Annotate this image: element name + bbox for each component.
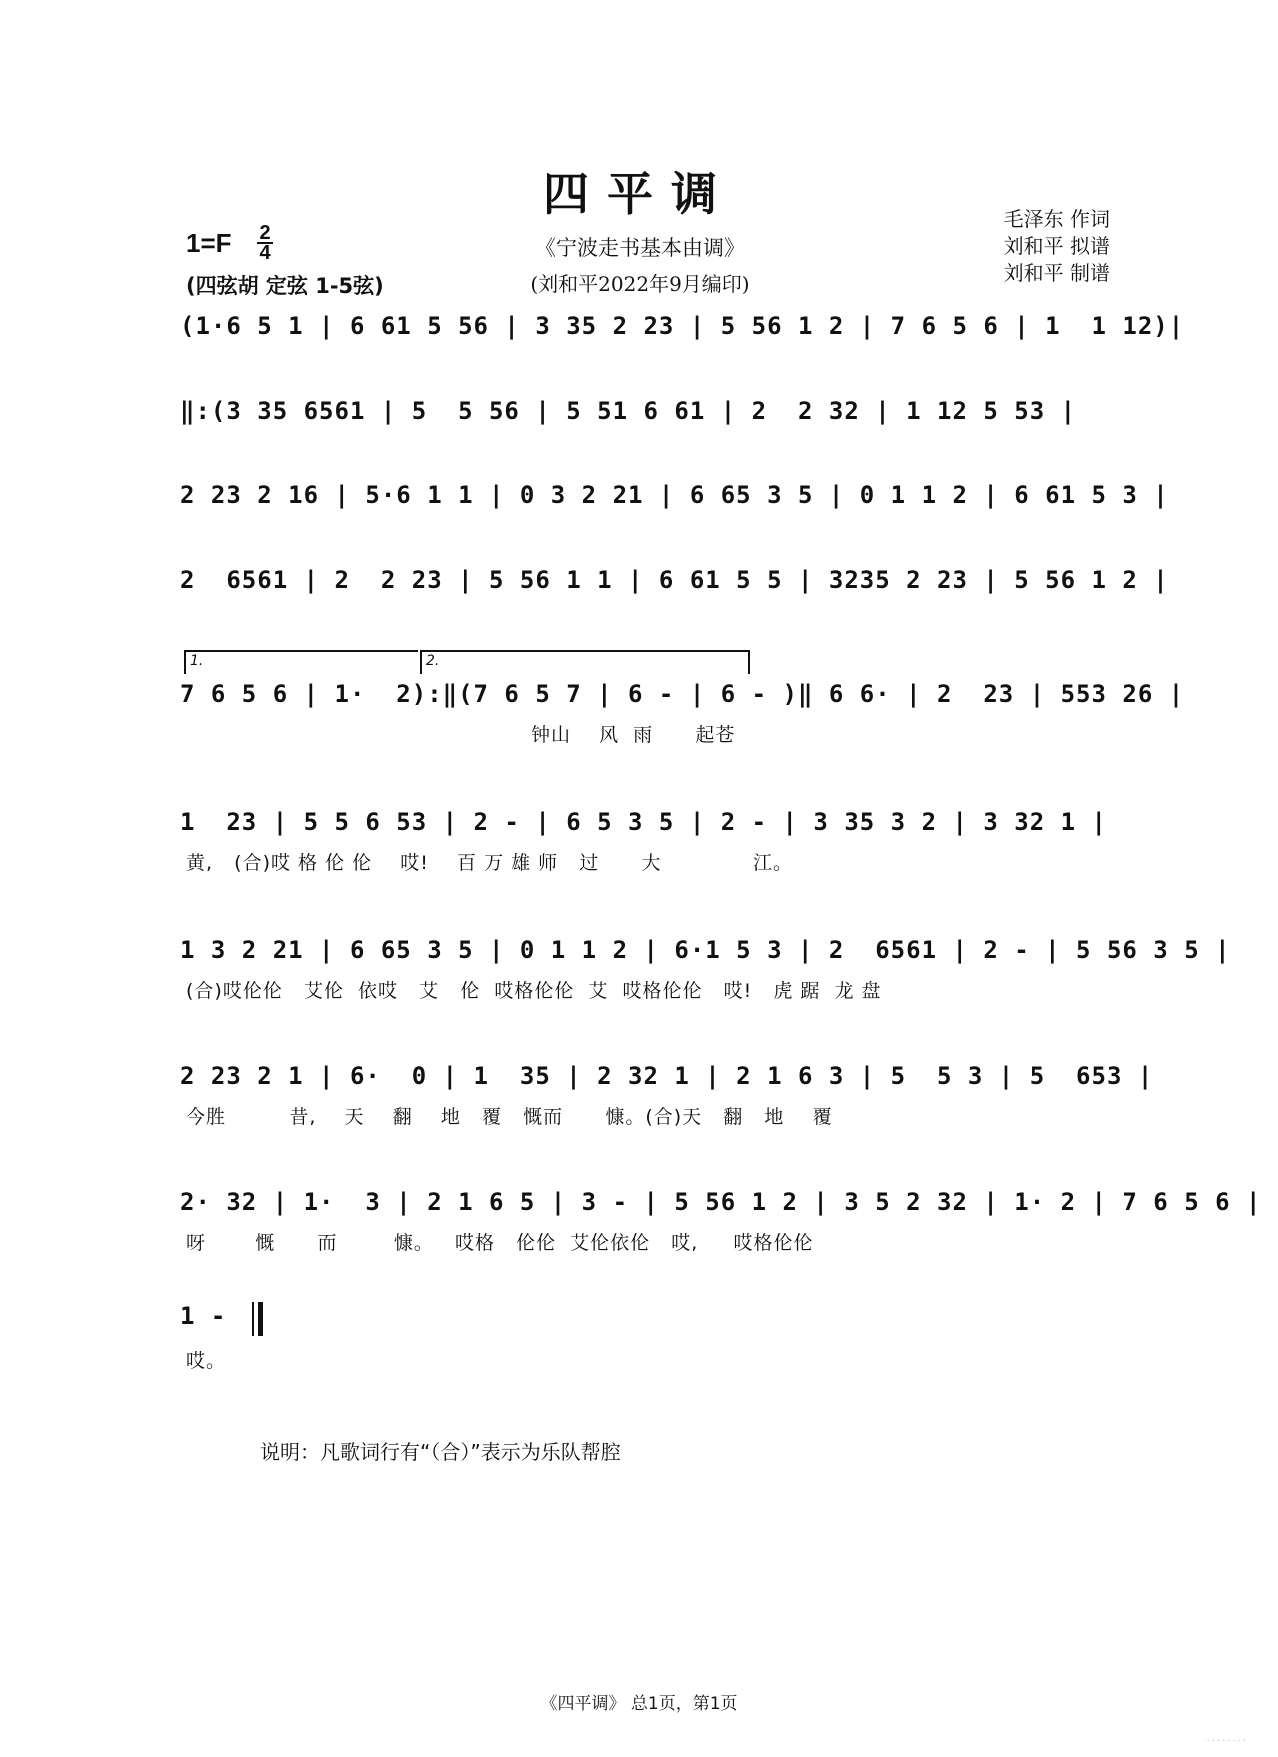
key-signature: 1=F: [186, 228, 232, 258]
score-line-3: [180, 481, 1169, 521]
credit-engraver: 刘和平 制谱: [1003, 261, 1110, 285]
credit-lyricist: 毛泽东 作词: [1003, 207, 1110, 231]
line-notes: 2 23 2 16 | 5·6 1 1 | 0 3 2 21 | 6 65 3 5 | 0 1 1 2 | 6 61 5 3 |: [180, 481, 1169, 509]
page-title: 四平调: [543, 167, 735, 221]
time-signature-bottom: 4: [259, 242, 271, 264]
page-footer: 《四平调》 总1页，第1页: [540, 1694, 738, 1714]
credit-arranger: 刘和平 拟谱: [1003, 234, 1110, 258]
volta-1-label: 1.: [190, 653, 204, 669]
final-barline-thin: [252, 1302, 254, 1336]
score-line-1: [180, 312, 1185, 352]
line-notes: 2· 32 | 1· 3 | 2 1 6 5 | 3 - | 5 56 1 2 | 3 5 2 32 | 1· 2 | 7 6 5 6 |: [180, 1188, 1262, 1216]
line-notes: 1 23 | 5 5 6 53 | 2 - | 6 5 3 5 | 2 - | 3 35 3 2 | 3 32 1 |: [180, 808, 1107, 836]
score-line-10: [180, 1302, 300, 1374]
credits: [1004, 206, 1110, 287]
line-notes: 2 23 2 1 | 6· 0 | 1 35 | 2 32 1 | 2 1 6 3 | 5 5 3 | 5 653 |: [180, 1062, 1154, 1090]
line-notes: ‖:(3 35 6561 | 5 5 56 | 5 51 6 61 | 2 2 32 | 1 12 5 53 |: [180, 397, 1077, 425]
line-notes: 2 6561 | 2 2 23 | 5 56 1 1 | 6 61 5 5 | 3235 2 23 | 5 56 1 2 |: [180, 566, 1169, 594]
line-lyrics: (合)哎伦伦 艾伦 依哎 艾 伦 哎格伦伦 艾 哎格伦伦 哎! 虎 踞 龙 盘: [186, 980, 882, 1002]
line-lyrics: 钟山 风 雨 起苍: [186, 724, 736, 746]
line-notes: (1·6 5 1 | 6 61 5 56 | 3 35 2 23 | 5 56 1 2 | 7 6 5 6 | 1 1 12)|: [180, 312, 1185, 340]
line-lyrics: 呀 慨 而 慷。 哎格 伦伦 艾伦依伦 哎, 哎格伦伦: [186, 1232, 814, 1254]
line-lyrics: 今胜 昔, 天 翻 地 覆 慨而 慷。(合)天 翻 地 覆: [186, 1106, 833, 1128]
watermark: ........: [1206, 1733, 1248, 1744]
final-barline-thick: [258, 1302, 263, 1336]
volta-bracket-1: [184, 650, 418, 674]
score-line-6: [180, 808, 1110, 880]
line-notes: 1 -: [180, 1302, 227, 1330]
score-line-2: [180, 397, 1110, 437]
explanation-note: 说明：凡歌词行有“（合）”表示为乐队帮腔: [260, 1440, 621, 1464]
volta-2-label: 2.: [426, 653, 440, 669]
edition-note: (刘和平2022年9月编印): [530, 272, 750, 296]
volta-bracket-2: [420, 650, 750, 674]
tuning-note: (四弦胡 定弦 1-5弦): [186, 274, 384, 298]
score-line-9: [180, 1188, 1262, 1260]
time-signature: [257, 224, 273, 262]
score-line-5: [180, 680, 1185, 752]
line-notes: 7 6 5 6 | 1· 2):‖(7 6 5 7 | 6 - | 6 - )‖ 6 6· | 2 23 | 553 26 |: [180, 680, 1185, 708]
score-line-4: [180, 566, 1169, 606]
line-notes: 1 3 2 21 | 6 65 3 5 | 0 1 1 2 | 6·1 5 3 | 2 6561 | 2 - | 5 56 3 5 |: [180, 936, 1231, 964]
score-line-7: [180, 936, 1231, 1008]
subtitle: 《宁波走书基本由调》: [535, 236, 745, 260]
line-lyrics: 哎。: [186, 1350, 227, 1372]
score-line-8: [180, 1062, 1154, 1134]
line-lyrics: 黄, (合)哎 格 伦 伦 哎! 百 万 雄 师 过 大 江。: [186, 852, 794, 874]
time-signature-top: 2: [259, 222, 271, 244]
